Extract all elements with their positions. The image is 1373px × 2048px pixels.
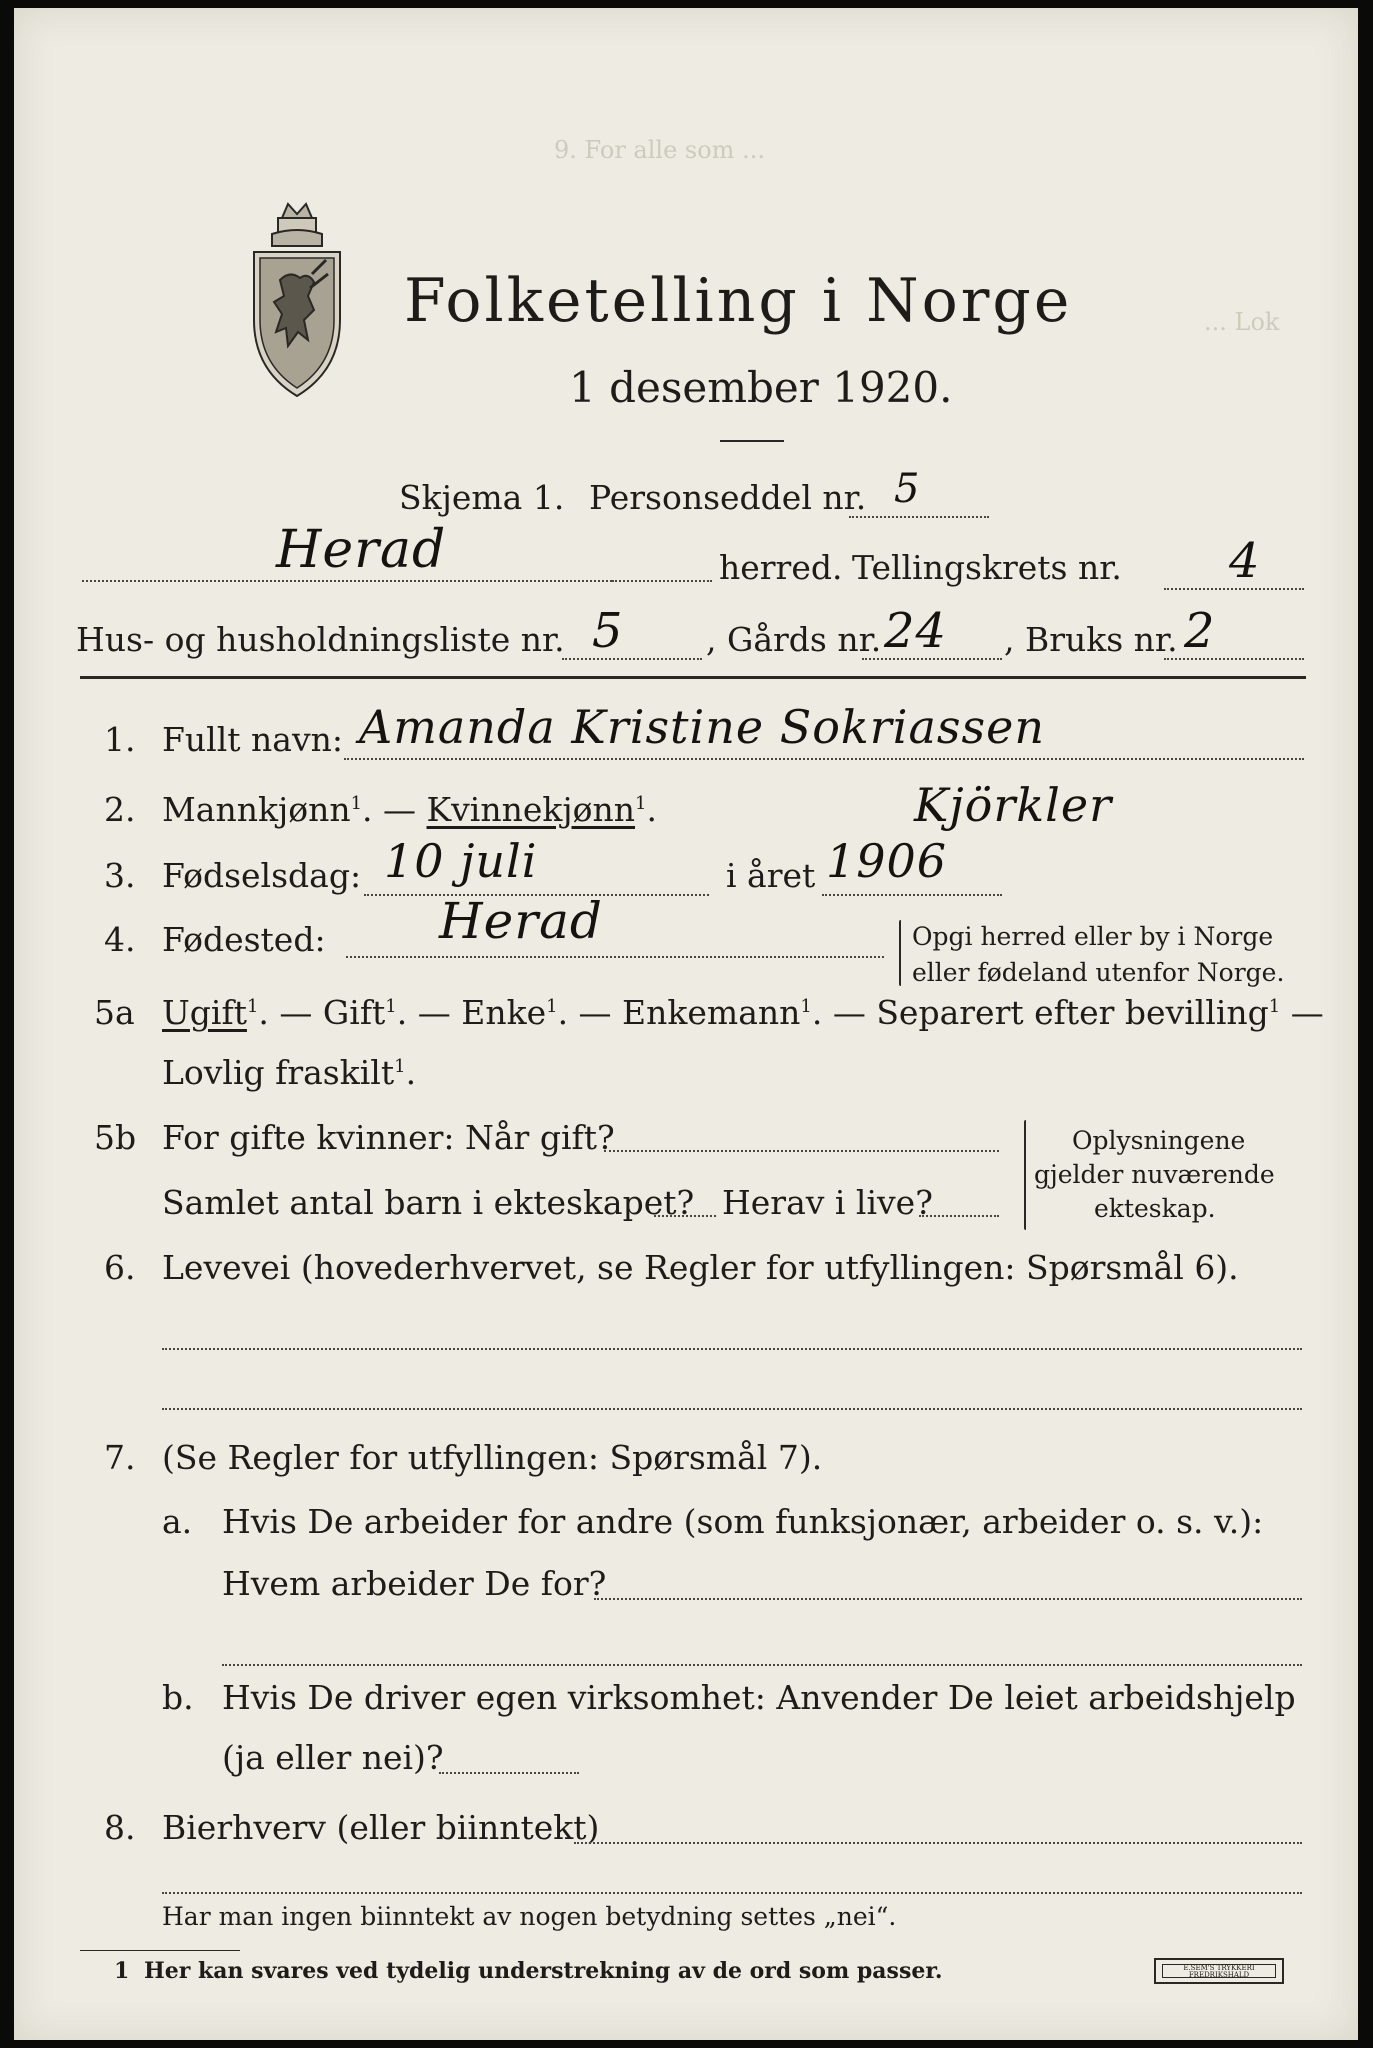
q6-line1 bbox=[162, 1348, 1302, 1350]
header-rule bbox=[80, 676, 1306, 679]
herred-label: herred. bbox=[719, 548, 843, 587]
footnote-rule bbox=[80, 1950, 240, 1951]
norwegian-coat-of-arms-icon bbox=[242, 200, 352, 409]
footnote-ref: 1 bbox=[350, 793, 363, 814]
bruks-label: , Bruks nr. bbox=[1004, 620, 1178, 659]
q1-label: Fullt navn: bbox=[162, 720, 343, 759]
hus-line bbox=[562, 658, 702, 660]
birthplace-value: Herad bbox=[439, 892, 603, 950]
q7a-letter: a. bbox=[162, 1502, 193, 1541]
bleed-through-text: 9. For alle som ... bbox=[554, 136, 765, 164]
gards-label: , Gårds nr. bbox=[706, 620, 882, 659]
q8-line2 bbox=[162, 1892, 1302, 1894]
q8-line1 bbox=[574, 1842, 1302, 1844]
q5b-label1: For gifte kvinner: Når gift? bbox=[162, 1118, 615, 1157]
birthdate-value: 10 juli bbox=[384, 834, 538, 888]
q5b-label2: Samlet antal barn i ekteskapet? bbox=[162, 1183, 695, 1222]
personseddel-label: Personseddel nr. bbox=[589, 478, 867, 517]
q7b-text: Hvis De driver egen virksomhet: Anvender De leiet arbeidshjelp bbox=[222, 1678, 1296, 1717]
q7-label: (Se Regler for utfyllingen: Spørsmål 7). bbox=[162, 1438, 823, 1477]
q5b-note-line3: ekteskap. bbox=[1094, 1194, 1216, 1223]
footnote-text: Her kan svares ved tydelig understrekning av de ord som passer. bbox=[144, 1958, 943, 1984]
q5b-note-line1: Oplysningene bbox=[1072, 1126, 1246, 1155]
skjema-label: Skjema 1. bbox=[399, 478, 565, 517]
q5b-label3: Herav i live? bbox=[722, 1183, 933, 1222]
footnote-mark: 1 bbox=[114, 1958, 130, 1984]
hus-value: 5 bbox=[592, 603, 624, 659]
printer-stamp-text: E.SEM'S TRYKKERI FREDRIKSHALD bbox=[1162, 1964, 1276, 1978]
form-title: Folketelling i Norge bbox=[404, 266, 1073, 336]
kvinnekjonn-option: Kvinnekjønn bbox=[426, 790, 636, 829]
marital-status-options: Ugift$^1$. — Gift$^1$. — Enke$^1$. — Enkemann$^1$. — Separert efter bevilling$^1$ — bbox=[162, 993, 1324, 1032]
enke-option: Enke bbox=[461, 993, 547, 1032]
q4-brace bbox=[899, 920, 901, 986]
q8-label: Bierhverv (eller biinntekt) bbox=[162, 1808, 600, 1847]
q4-note-line2: eller fødeland utenfor Norge. bbox=[912, 958, 1285, 987]
q7-number: 7. bbox=[104, 1438, 136, 1477]
q6-line2 bbox=[162, 1408, 1302, 1410]
q7a-line1 bbox=[594, 1598, 1302, 1600]
birth-year-value: 1906 bbox=[826, 834, 948, 888]
mannkjonn-option: Mannkjønn bbox=[162, 790, 351, 829]
q3-number: 3. bbox=[104, 856, 136, 895]
q2-text: Mannkjønn$^1$. — Kvinnekjønn$^1$. bbox=[162, 790, 657, 829]
full-name-value: Amanda Kristine Sokriassen bbox=[359, 700, 1045, 754]
bruks-value: 2 bbox=[1184, 603, 1216, 659]
gift-option: Gift bbox=[322, 993, 386, 1032]
tellingskrets-value: 4 bbox=[1229, 533, 1261, 589]
personseddel-line bbox=[849, 516, 989, 518]
q7a-line2 bbox=[222, 1664, 1302, 1666]
year-line bbox=[822, 894, 1002, 896]
herred-line-end bbox=[612, 580, 712, 582]
q8-number: 8. bbox=[104, 1808, 136, 1847]
q8-note: Har man ingen biinntekt av nogen betydning settes „nei“. bbox=[162, 1902, 897, 1931]
q5b-note-line2: gjelder nuværende bbox=[1034, 1160, 1275, 1189]
gards-value: 24 bbox=[884, 603, 948, 659]
q7b-sub: (ja eller nei)? bbox=[222, 1738, 444, 1777]
q7a-text: Hvis De arbeider for andre (som funksjonær, arbeider o. s. v.): bbox=[222, 1502, 1264, 1541]
q1-number: 1. bbox=[104, 720, 136, 759]
q7b-line bbox=[439, 1772, 579, 1774]
ugift-option: Ugift bbox=[162, 993, 247, 1032]
form-date: 1 desember 1920. bbox=[569, 363, 953, 412]
q6-label: Levevei (hovederhvervet, se Regler for utfyllingen: Spørsmål 6). bbox=[162, 1248, 1239, 1287]
annotation-handwriting: Kjörkler bbox=[914, 778, 1113, 832]
q5b-line3 bbox=[919, 1215, 999, 1217]
q4-line bbox=[346, 956, 884, 958]
tellingskrets-label: Tellingskrets nr. bbox=[852, 548, 1122, 587]
printer-stamp bbox=[1154, 1958, 1284, 1984]
personseddel-value: 5 bbox=[894, 466, 921, 512]
q1-line bbox=[344, 758, 1304, 760]
separert-option: Separert efter bevilling bbox=[876, 993, 1269, 1032]
title-divider bbox=[720, 440, 784, 442]
q4-note-line1: Opgi herred eller by i Norge bbox=[912, 922, 1274, 951]
q7b-letter: b. bbox=[162, 1678, 194, 1717]
q5a-number: 5a bbox=[94, 993, 135, 1032]
q3-label: Fødselsdag: bbox=[162, 856, 362, 895]
bleed-through-text: ... Lok bbox=[1204, 308, 1280, 336]
fraskilt-row: Lovlig fraskilt$^1$. bbox=[162, 1053, 417, 1092]
herred-value: Herad bbox=[276, 520, 447, 580]
q5b-brace bbox=[1024, 1120, 1026, 1230]
fraskilt-option: Lovlig fraskilt bbox=[162, 1053, 395, 1092]
hus-label: Hus- og husholdningsliste nr. bbox=[76, 620, 565, 659]
q7a-sub: Hvem arbeider De for? bbox=[222, 1564, 607, 1603]
census-form-sheet bbox=[14, 8, 1358, 2040]
herred-line bbox=[82, 580, 612, 582]
q6-number: 6. bbox=[104, 1248, 136, 1287]
year-label: i året bbox=[726, 856, 816, 895]
q5b-line1 bbox=[604, 1150, 999, 1152]
q5b-line2 bbox=[654, 1215, 716, 1217]
q4-label: Fødested: bbox=[162, 920, 326, 959]
q2-number: 2. bbox=[104, 790, 136, 829]
q4-number: 4. bbox=[104, 920, 136, 959]
enkemann-option: Enkemann bbox=[622, 993, 801, 1032]
q5b-number: 5b bbox=[94, 1118, 137, 1157]
